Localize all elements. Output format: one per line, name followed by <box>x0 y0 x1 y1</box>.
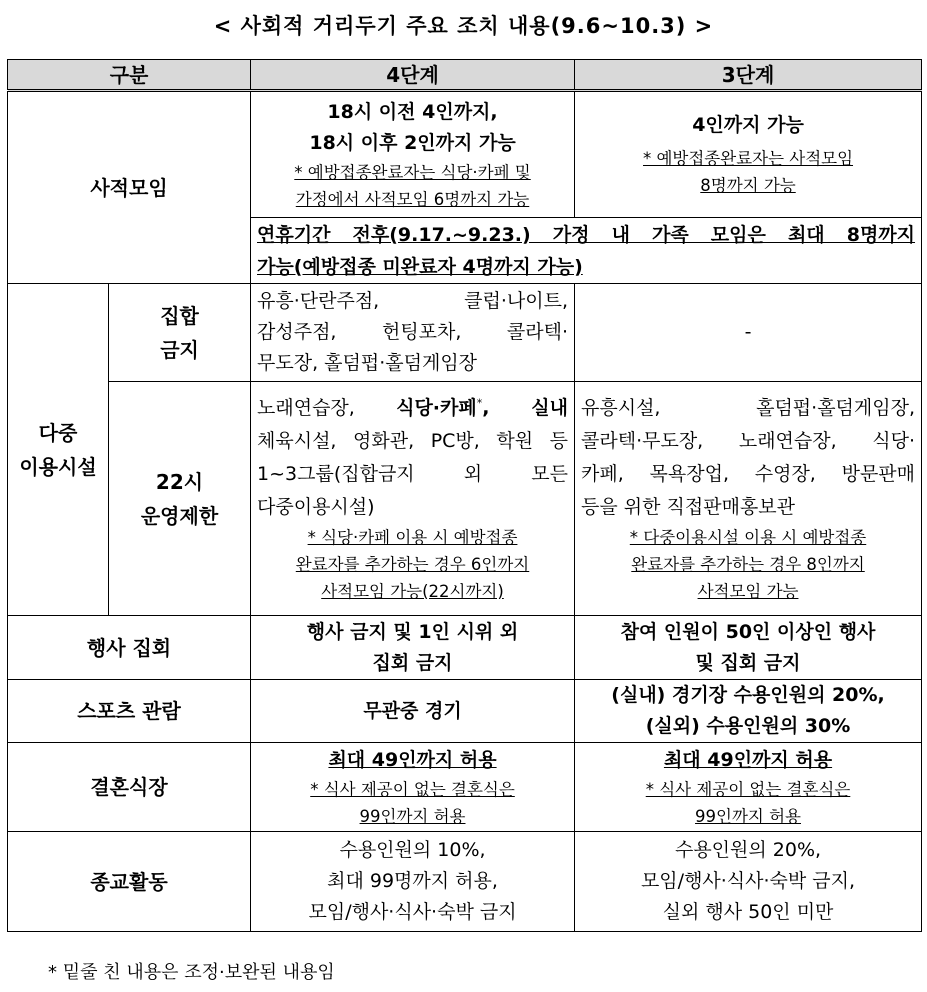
sports-l3-line2: (실외) 수용인원의 30% <box>645 715 851 737</box>
curfew-l3-line2: 콜라텍·무도장, 노래연습장, 식당· <box>581 430 916 452</box>
curfew-l4-line1-b: 식당·카페 <box>396 397 477 419</box>
header-category: 구분 <box>8 60 251 91</box>
religion-row <box>8 832 922 932</box>
wedding-l3-note2: 99인까지 허용 <box>695 806 801 826</box>
header-level4: 4단계 <box>251 60 575 91</box>
curfew-l3-note2: 완료자를 추가하는 경우 8인까지 <box>631 555 865 574</box>
curfew-l4-note2: 완료자를 추가하는 경우 6인까지 <box>295 555 530 574</box>
pg-l4-line2: 18시 이후 2인까지 가능 <box>309 131 516 154</box>
wedding-row <box>8 743 922 832</box>
private-gathering-row <box>8 91 922 218</box>
pg-l4-note2: 가정에서 사적모임 6명까지 가능 <box>295 189 530 209</box>
curfew-l4-line1 <box>257 392 568 425</box>
events-label: 행사 집회 <box>8 616 251 680</box>
pg-l4-note1: * 예방접종완료자는 식당·카페 및 <box>294 162 531 182</box>
sports-level4: 무관중 경기 <box>251 680 575 743</box>
curfew-l4-line1-c: , 실내 <box>482 397 569 419</box>
header-level3: 3단계 <box>575 60 922 91</box>
holiday-line2: 가능(예방접종 미완료자 4명까지 가능) <box>257 255 583 278</box>
curfew-l4-line1-a: 노래연습장, <box>257 397 397 419</box>
curfew-label-line2: 운영제한 <box>140 503 219 528</box>
pg-l3-note1: * 예방접종완료자는 사적모임 <box>643 149 854 168</box>
wedding-l4-note1: * 식사 제공이 없는 결혼식은 <box>310 779 515 799</box>
measures-table <box>7 59 922 932</box>
curfew-l4-note3: 사적모임 가능(22시까지) <box>321 582 504 601</box>
header-row <box>8 60 922 91</box>
private-gathering-level3 <box>575 91 922 218</box>
holiday-note <box>251 218 922 284</box>
events-level4 <box>251 616 575 680</box>
multi-use-label <box>8 284 109 616</box>
ban-l4-line3: 무도장, 홀덤펍·홀덤게임장 <box>257 352 478 374</box>
curfew-l4-line2: 체육시설, 영화관, PC방, 학원 등 <box>257 430 569 452</box>
events-l4-line1: 행사 금지 및 1인 시위 외 <box>306 620 519 643</box>
wedding-l3-line1: 최대 49인까지 허용 <box>663 748 833 771</box>
wedding-l4-line1: 최대 49인까지 허용 <box>328 748 497 771</box>
wedding-l4-note2: 99인까지 허용 <box>359 806 466 826</box>
religion-l3-line2: 모임/행사·식사·숙박 금지, <box>640 870 856 892</box>
curfew-label <box>109 382 251 616</box>
multi-use-label-line2: 이용시설 <box>19 454 97 479</box>
facility-ban-row <box>8 284 922 382</box>
events-l3-line1: 참여 인원이 50인 이상인 행사 <box>620 620 876 643</box>
ban-label-line2: 금지 <box>160 337 199 362</box>
curfew-level4 <box>251 382 575 616</box>
sports-l3-line1: (실내) 경기장 수용인원의 20%, <box>611 684 885 706</box>
wedding-l3-note1: * 식사 제공이 없는 결혼식은 <box>645 779 851 799</box>
private-gathering-label: 사적모임 <box>8 91 251 284</box>
pg-l4-line1: 18시 이전 4인까지, <box>327 100 498 123</box>
sports-row <box>8 680 922 743</box>
ban-l4-line2: 감성주점, 헌팅포차, 콜라텍· <box>257 321 569 343</box>
curfew-l3-note3: 사적모임 가능 <box>697 582 799 601</box>
ban-label-line1: 집합 <box>160 303 199 328</box>
curfew-l4-line3: 1~3그룹(집합금지 외 모든 <box>257 463 569 485</box>
pg-l3-line1: 4인까지 가능 <box>692 114 804 136</box>
ban-l4-line1: 유흥·단란주점, 클럽·나이트, <box>257 290 569 312</box>
curfew-l4-line4: 다중이용시설) <box>257 496 375 518</box>
wedding-level3 <box>575 743 922 832</box>
events-l3-line2: 및 집회 금지 <box>695 651 801 674</box>
curfew-l4-note1: * 식당·카페 이용 시 예방접종 <box>307 528 518 547</box>
curfew-l4-sup: * <box>476 396 483 410</box>
curfew-label-line1: 22시 <box>155 469 204 494</box>
religion-l4-line3: 모임/행사·식사·숙박 금지 <box>308 901 517 923</box>
religion-l4-line1: 수용인원의 10%, <box>339 839 486 861</box>
religion-l3-line3: 실외 행사 50인 미만 <box>662 901 834 923</box>
ban-level4 <box>251 284 575 382</box>
curfew-row <box>8 382 922 616</box>
curfew-l3-note1: * 다중이용시설 이용 시 예방접종 <box>629 528 867 547</box>
wedding-level4 <box>251 743 575 832</box>
events-row <box>8 616 922 680</box>
holiday-line1: 연휴기간 전후(9.17.~9.23.) 가정 내 가족 모임은 최대 8명까지 <box>257 223 916 246</box>
religion-label: 종교활동 <box>8 832 251 932</box>
ban-label <box>109 284 251 382</box>
sports-label: 스포츠 관람 <box>8 680 251 743</box>
ban-level3: - <box>575 284 922 382</box>
multi-use-label-line1: 다중 <box>38 420 78 445</box>
wedding-label: 결혼식장 <box>8 743 251 832</box>
pg-l3-note2: 8명까지 가능 <box>700 176 796 195</box>
private-gathering-level4 <box>251 91 575 218</box>
events-level3 <box>575 616 922 680</box>
footnote: * 밑줄 친 내용은 조정·보완된 내용임 <box>48 962 335 983</box>
curfew-level3 <box>575 382 922 616</box>
page-title: < 사회적 거리두기 주요 조치 내용(9.6~10.3) > <box>213 14 714 38</box>
religion-level3 <box>575 832 922 932</box>
curfew-l3-line1: 유흥시설, 홀덤펍·홀덤게임장, <box>581 397 916 419</box>
events-l4-line2: 집회 금지 <box>372 651 453 674</box>
religion-l3-line1: 수용인원의 20%, <box>674 839 822 861</box>
sports-level3 <box>575 680 922 743</box>
curfew-l3-line4: 등을 위한 직접판매홍보관 <box>581 496 795 518</box>
curfew-l3-line3: 카페, 목욕장업, 수영장, 방문판매 <box>581 463 916 485</box>
religion-l4-line2: 최대 99명까지 허용, <box>327 870 498 892</box>
religion-level4 <box>251 832 575 932</box>
